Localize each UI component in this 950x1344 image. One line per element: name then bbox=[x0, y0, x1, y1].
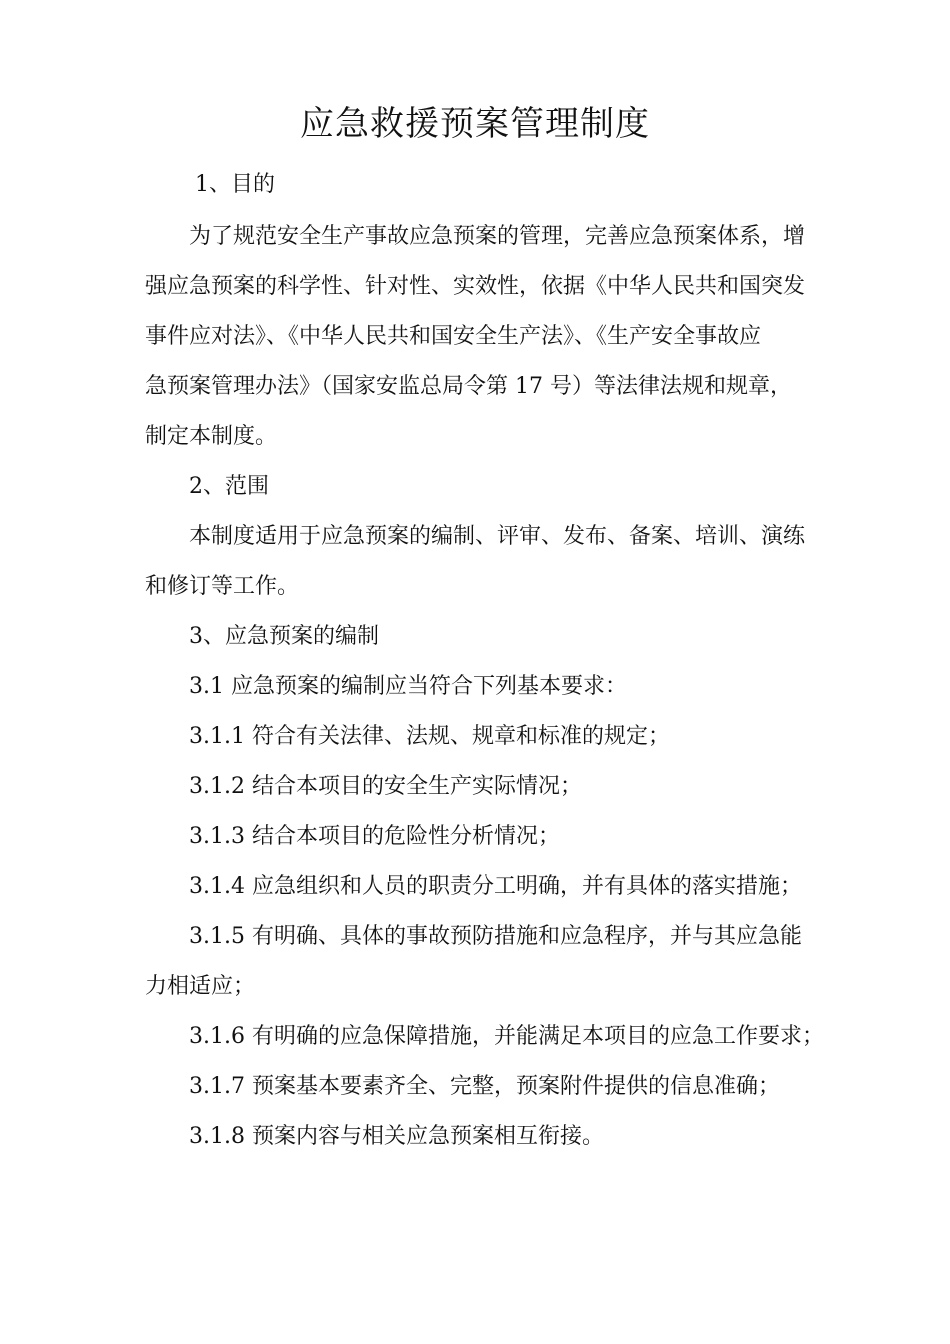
clause-3-1-2: 3.1.2 结合本项目的安全生产实际情况； bbox=[189, 774, 582, 799]
clause-3-1-4: 3.1.4 应急组织和人员的职责分工明确，并有具体的落实措施； bbox=[189, 874, 802, 899]
clause-3-1-3: 3.1.3 结合本项目的危险性分析情况； bbox=[189, 824, 560, 849]
clause-3-1-8: 3.1.8 预案内容与相关应急预案相互衔接。 bbox=[189, 1124, 604, 1149]
document-title: 应急救援预案管理制度 bbox=[300, 104, 650, 144]
section-3-heading: 3、应急预案的编制 bbox=[189, 624, 379, 649]
section-2-paragraph: 本制度适用于应急预案的编制、评审、发布、备案、培训、演练 和修订等工作。 bbox=[145, 524, 806, 599]
clause-3-1-7: 3.1.7 预案基本要素齐全、完整，预案附件提供的信息准确； bbox=[189, 1074, 780, 1099]
clause-3-1-1: 3.1.1 符合有关法律、法规、规章和标准的规定； bbox=[189, 724, 670, 749]
clause-3-1-6: 3.1.6 有明确的应急保障措施，并能满足本项目的应急工作要求； bbox=[189, 1024, 824, 1049]
clause-3-1-5: 3.1.5 有明确、具体的事故预防措施和应急程序，并与其应急能 力相适应； bbox=[145, 924, 802, 999]
section-2-heading: 2、范围 bbox=[189, 474, 269, 499]
section-1-paragraph: 为了规范安全生产事故应急预案的管理，完善应急预案体系，增 强应急预案的科学性、针对性、实效性，依据《中华人民共和国突发 事件应对法》、《中华人民共和国安全生产法》、《生产安全事故应 急预案管理办法》（国家安监总局令第 17 号）等法律法规和规章， 制定本制度。 bbox=[145, 224, 806, 449]
section-1-heading: 1、目的 bbox=[195, 172, 275, 197]
clause-3-1: 3.1 应急预案的编制应当符合下列基本要求： bbox=[189, 674, 627, 699]
